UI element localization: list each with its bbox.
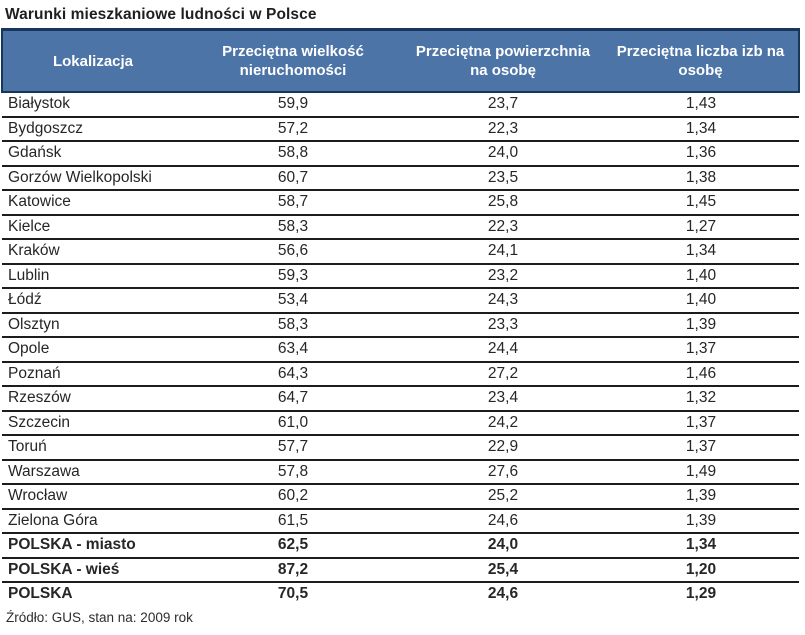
cell-name: Olsztyn xyxy=(2,313,183,338)
cell-size: 59,9 xyxy=(183,92,403,117)
table-row-summary xyxy=(2,558,799,583)
table-row xyxy=(2,166,799,191)
column-header-liczba-izb-na-osobe: Przeciętna liczba izb na osobę xyxy=(603,30,799,93)
table-row xyxy=(2,337,799,362)
cell-size: 58,3 xyxy=(183,215,403,240)
cell-area: 23,4 xyxy=(403,386,603,411)
cell-rooms: 1,38 xyxy=(603,166,799,191)
cell-area: 24,3 xyxy=(403,288,603,313)
cell-size: 64,7 xyxy=(183,386,403,411)
table-row xyxy=(2,411,799,436)
cell-size: 57,8 xyxy=(183,460,403,485)
cell-area: 22,9 xyxy=(403,435,603,460)
cell-name: POLSKA - wieś xyxy=(2,558,183,583)
cell-rooms: 1,34 xyxy=(603,533,799,558)
cell-rooms: 1,43 xyxy=(603,92,799,117)
cell-name: Kielce xyxy=(2,215,183,240)
cell-area: 27,6 xyxy=(403,460,603,485)
cell-size: 61,5 xyxy=(183,509,403,534)
table-row xyxy=(2,484,799,509)
table-row xyxy=(2,460,799,485)
cell-rooms: 1,36 xyxy=(603,141,799,166)
cell-size: 58,3 xyxy=(183,313,403,338)
cell-area: 23,5 xyxy=(403,166,603,191)
cell-area: 24,6 xyxy=(487,585,519,603)
cell-name: POLSKA xyxy=(8,585,73,603)
cell-size: 62,5 xyxy=(183,533,403,558)
cell-size: 57,2 xyxy=(183,117,403,142)
cell-name: Warszawa xyxy=(2,460,183,485)
table-body xyxy=(2,92,799,606)
table-row xyxy=(2,509,799,534)
cell-area: 22,3 xyxy=(403,117,603,142)
cell-rooms: 1,46 xyxy=(603,362,799,387)
cell-area: 25,4 xyxy=(403,558,603,583)
cell-rooms: 1,49 xyxy=(603,460,799,485)
cell-size: 87,2 xyxy=(183,558,403,583)
cell-size: 57,7 xyxy=(183,435,403,460)
cell-size: 70,5 xyxy=(277,585,309,603)
cell-name: Lublin xyxy=(2,264,183,289)
column-header-wielkosc-nieruchomosci: Przeciętna wielkość nieruchomości xyxy=(183,30,403,93)
table-row xyxy=(2,215,799,240)
cell-size: 60,2 xyxy=(183,484,403,509)
cell-name: Katowice xyxy=(2,190,183,215)
cell-area: 25,2 xyxy=(403,484,603,509)
cell-name: Kraków xyxy=(2,239,183,264)
table-row xyxy=(2,92,799,117)
cell-rooms: 1,37 xyxy=(603,411,799,436)
cell-size: 60,7 xyxy=(183,166,403,191)
cell-name: Bydgoszcz xyxy=(2,117,183,142)
cell-name: Gdańsk xyxy=(2,141,183,166)
cell-area: 23,2 xyxy=(403,264,603,289)
cell-rooms: 1,39 xyxy=(603,484,799,509)
cell-area: 24,2 xyxy=(403,411,603,436)
cell-rooms: 1,27 xyxy=(603,215,799,240)
table-row-summary xyxy=(2,533,799,558)
cell-rooms: 1,34 xyxy=(603,239,799,264)
cell-name: Opole xyxy=(2,337,183,362)
cell-name: Wrocław xyxy=(2,484,183,509)
cell-name: Rzeszów xyxy=(2,386,183,411)
housing-conditions-table xyxy=(1,28,800,606)
cell-area: 23,7 xyxy=(403,92,603,117)
table-row xyxy=(2,141,799,166)
table-row xyxy=(2,435,799,460)
cell-rooms: 1,45 xyxy=(603,190,799,215)
cell-size: 53,4 xyxy=(183,288,403,313)
cell-size: 64,3 xyxy=(183,362,403,387)
cell-size: 58,8 xyxy=(183,141,403,166)
cell-rooms: 1,20 xyxy=(603,558,799,583)
cell-area: 24,4 xyxy=(403,337,603,362)
cell-rooms: 1,40 xyxy=(603,288,799,313)
cell-size: 63,4 xyxy=(183,337,403,362)
page-title: Warunki mieszkaniowe ludności w Polsce xyxy=(5,6,317,23)
cell-name: Łódź xyxy=(2,288,183,313)
cell-area: 24,0 xyxy=(403,141,603,166)
cell-name: Poznań xyxy=(2,362,183,387)
cell-rooms: 1,39 xyxy=(603,313,799,338)
table-row xyxy=(2,288,799,313)
cell-rooms: 1,37 xyxy=(603,337,799,362)
cell-area: 25,8 xyxy=(403,190,603,215)
table-row xyxy=(2,386,799,411)
cell-name: POLSKA - miasto xyxy=(2,533,183,558)
cell-area: 22,3 xyxy=(403,215,603,240)
cell-rooms: 1,37 xyxy=(603,435,799,460)
cell-name: Gorzów Wielkopolski xyxy=(2,166,183,191)
cell-area: 24,1 xyxy=(403,239,603,264)
table-header xyxy=(2,30,799,93)
cell-size: 61,0 xyxy=(183,411,403,436)
table-row xyxy=(2,362,799,387)
cell-rooms: 1,39 xyxy=(603,509,799,534)
column-header-powierzchnia-na-osobe: Przeciętna powierzchnia na osobę xyxy=(403,30,603,93)
cell-rooms: 1,29 xyxy=(685,585,717,603)
cell-size: 59,3 xyxy=(183,264,403,289)
cell-area: 23,3 xyxy=(403,313,603,338)
cell-area: 24,6 xyxy=(403,509,603,534)
source-note: Źródło: GUS, stan na: 2009 rok xyxy=(6,609,193,625)
column-header-lokalizacja: Lokalizacja xyxy=(2,30,183,93)
cell-rooms: 1,32 xyxy=(603,386,799,411)
cell-size: 58,7 xyxy=(183,190,403,215)
table-row xyxy=(2,190,799,215)
cell-name: Zielona Góra xyxy=(2,509,183,534)
cell-name: Toruń xyxy=(2,435,183,460)
cell-area: 24,0 xyxy=(403,533,603,558)
table-row xyxy=(2,239,799,264)
table-row xyxy=(2,313,799,338)
cell-name: Szczecin xyxy=(2,411,183,436)
cell-size: 56,6 xyxy=(183,239,403,264)
table-row xyxy=(2,117,799,142)
cell-area: 27,2 xyxy=(403,362,603,387)
cell-rooms: 1,40 xyxy=(603,264,799,289)
table-row-summary xyxy=(2,582,799,606)
cell-name: Białystok xyxy=(2,92,183,117)
cell-rooms: 1,34 xyxy=(603,117,799,142)
table-row xyxy=(2,264,799,289)
